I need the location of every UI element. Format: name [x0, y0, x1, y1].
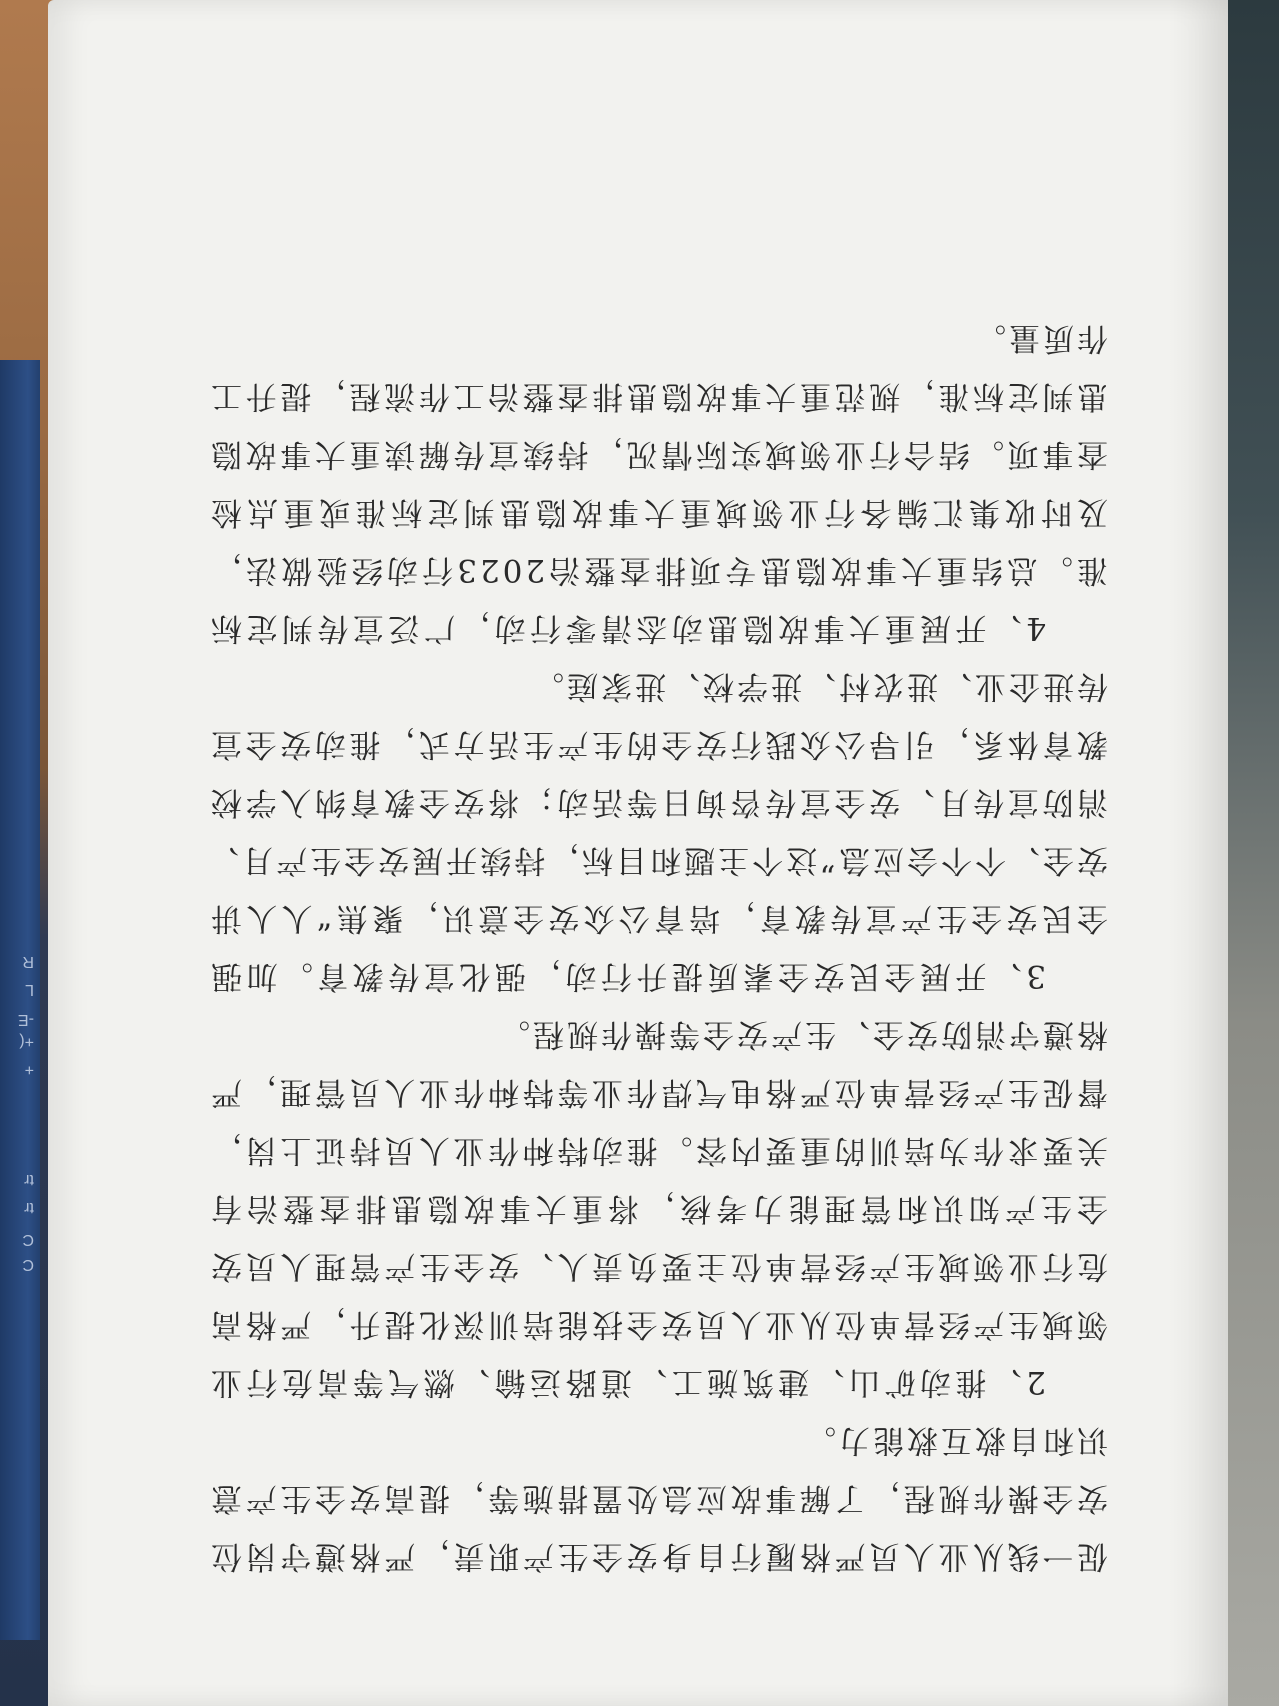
- text-line: 传进企业、进农村、进学校、进家庭。: [530, 668, 1108, 704]
- paragraph-start: 4、开展重大事故隐患动态清零行动，广泛宣传判定标: [208, 610, 1046, 646]
- side-letter: C: [22, 1256, 34, 1273]
- text-line: 作质量。: [972, 320, 1108, 356]
- text-line: 危行业领域生产经营单位主要负责人、安全生产管理人员安: [208, 1248, 1108, 1284]
- side-letter: L: [25, 981, 34, 998]
- text-line: 全生产知识和管理能力考核，将重大事故隐患排查整治有: [208, 1190, 1108, 1226]
- text-line: 准。总结重大事故隐患专项排查整治2023行动经验做法，: [208, 552, 1108, 588]
- side-letter: R: [22, 953, 34, 970]
- text-line: 关要求作为培训的重要内容。推动特种作业人员持证上岗，: [208, 1132, 1108, 1168]
- side-book-cover: [0, 360, 40, 1640]
- text-line: 全民安全生产宣传教育，培育公众安全意识，聚焦“人人讲: [208, 900, 1108, 936]
- text-line: 识和自救互救能力。: [802, 1422, 1108, 1458]
- text-line: 查事项。结合行业领域实际情况，持续宣传解读重大事故隐: [208, 436, 1108, 472]
- text-line: 督促生产经营单位严格电气焊作业等特种作业人员管理，严: [208, 1074, 1108, 1110]
- book-page: [48, 0, 1228, 1706]
- text-line: 消防宣传月、安全宣传咨询日等活动；将安全教育纳入学校: [208, 784, 1108, 820]
- document-body: [205, 185, 1108, 1585]
- text-line: 格遵守消防安全、生产安全等操作规程。: [496, 1016, 1108, 1052]
- text-line: 促一线从业人员严格履行自身安全生产职责，严格遵守岗位: [208, 1538, 1108, 1574]
- text-line: 及时收集汇编各行业领域重大事故隐患判定标准或重点检: [208, 494, 1108, 530]
- text-line: 安全操作规程，了解事故应急处置措施等，提高安全生产意: [208, 1480, 1108, 1516]
- text-line: 教育体系，引导公众践行安全的生产生活方式，推动安全宣: [208, 726, 1108, 762]
- side-letter: C: [22, 1231, 34, 1248]
- page-fold-shadow: [1168, 0, 1228, 1706]
- paragraph-start: 3、开展全民安全素质提升行动，强化宣传教育。加强: [208, 958, 1046, 994]
- side-letter: tr: [24, 1171, 34, 1188]
- text-line: 患判定标准，规范重大事故隐患排查整治工作流程，提升工: [208, 378, 1108, 414]
- text-line: 安全、个个会应急”这个主题和目标，持续开展安全生产月、: [205, 842, 1108, 878]
- paragraph-start: 2、推动矿山、建筑施工、道路运输、燃气等高危行业: [208, 1364, 1046, 1400]
- side-letter: tr: [24, 1199, 34, 1216]
- background-right: [1219, 0, 1279, 1706]
- side-letter: -E: [18, 1011, 34, 1028]
- side-letter: +: [24, 1061, 34, 1078]
- side-letter: +(: [19, 1033, 34, 1050]
- text-line: 领域生产经营单位从业人员安全技能培训深化提升，严格高: [208, 1306, 1108, 1342]
